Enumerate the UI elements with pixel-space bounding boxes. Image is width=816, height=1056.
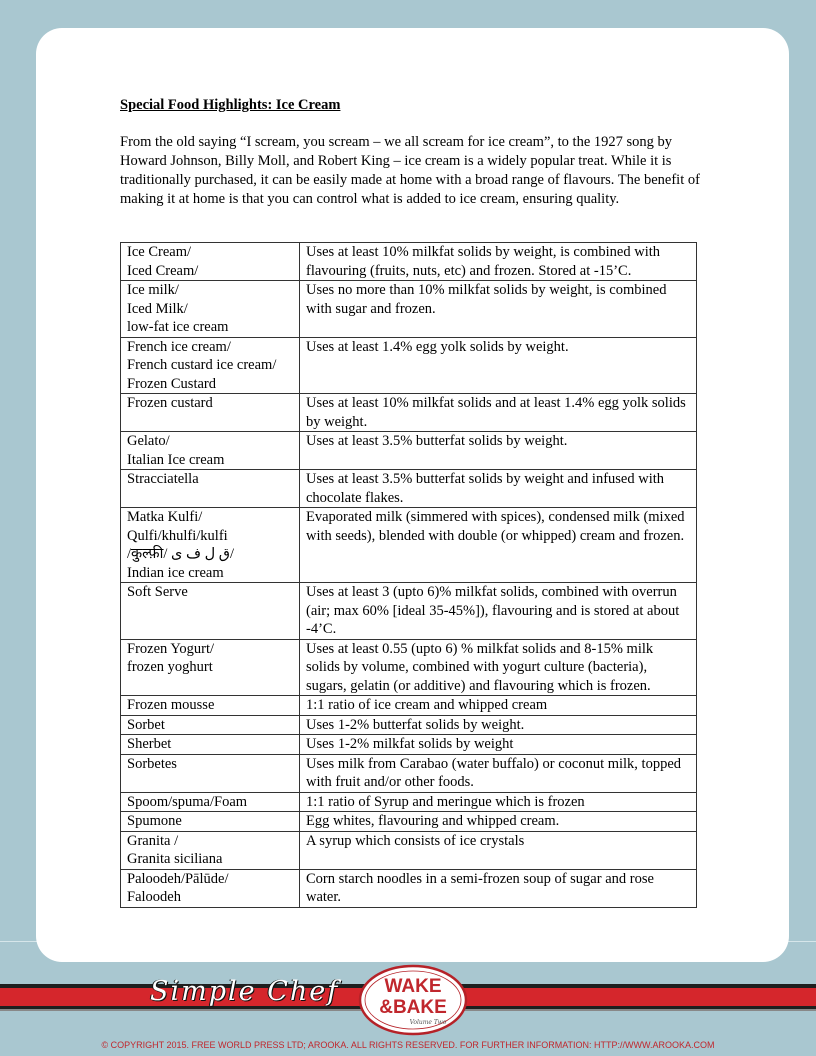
food-description-cell: Egg whites, flavouring and whipped cream. bbox=[300, 812, 697, 832]
table-row bbox=[121, 508, 697, 583]
food-name-cell bbox=[121, 432, 300, 470]
food-name-line: Sorbetes bbox=[127, 755, 177, 772]
food-description-cell: Uses at least 0.55 (upto 6) % milkfat solids and 8-15% milk solids by volume, combined with yogurt culture (bacteria), sugars, gelatin (or additive) and flavouring which is frozen. bbox=[300, 639, 697, 696]
copyright-notice: © COPYRIGHT 2015. FREE WORLD PRESS LTD; AROOKA. ALL RIGHTS RESERVED. FOR FURTHER INFORMATION: HTTP://WWW.AROOKA.COM bbox=[101, 1040, 715, 1050]
food-name-line: Granita siciliana bbox=[127, 851, 223, 867]
food-name-line: Spumone bbox=[127, 813, 182, 829]
page-title: Special Food Highlights: Ice Cream bbox=[120, 97, 341, 113]
food-name-line: Frozen Custard bbox=[127, 375, 216, 392]
food-name-line: Iced Milk/ bbox=[127, 300, 188, 317]
food-name-line: Frozen custard bbox=[127, 395, 213, 411]
logo-subtitle: Volume Two bbox=[409, 1019, 447, 1026]
food-name-cell bbox=[121, 735, 300, 755]
simple-chef-brand: Simple Chef bbox=[150, 976, 340, 1007]
ice-cream-table bbox=[120, 242, 697, 908]
table-row bbox=[121, 754, 697, 792]
food-name-cell bbox=[121, 792, 300, 812]
food-description-cell: Uses 1-2% butterfat solids by weight. bbox=[300, 715, 697, 735]
food-name-line: Soft Serve bbox=[127, 584, 188, 600]
food-description-cell: Uses milk from Carabao (water buffalo) or coconut milk, topped with fruit and/or other foods. bbox=[300, 754, 697, 792]
table-row bbox=[121, 470, 697, 508]
food-name-line: Italian Ice cream bbox=[127, 451, 225, 468]
table-row bbox=[121, 337, 697, 394]
table-row bbox=[121, 583, 697, 640]
food-name-cell bbox=[121, 869, 300, 907]
food-name-line: French ice cream/ bbox=[127, 338, 231, 355]
table-row bbox=[121, 281, 697, 338]
food-name-cell bbox=[121, 831, 300, 869]
table-row bbox=[121, 696, 697, 716]
food-description-cell: A syrup which consists of ice crystals bbox=[300, 831, 697, 869]
food-name-line: Ice milk/ bbox=[127, 282, 179, 298]
food-description-cell: Uses at least 10% milkfat solids by weight, is combined with flavouring (fruits, nuts, etc) and frozen. Stored at -15’C. bbox=[300, 243, 697, 281]
table-row bbox=[121, 639, 697, 696]
table-row bbox=[121, 831, 697, 869]
food-name-line: Sorbet bbox=[127, 716, 165, 733]
food-name-line: Faloodeh bbox=[127, 889, 181, 905]
food-name-line: low-fat ice cream bbox=[127, 319, 229, 335]
food-description-cell: Uses at least 3 (upto 6)% milkfat solids, combined with overrun (air; max 60% [ideal 35-45%]), flavouring and is stored at about -4’C. bbox=[300, 583, 697, 640]
food-name-cell bbox=[121, 394, 300, 432]
food-name-line: French custard ice cream/ bbox=[127, 357, 277, 373]
food-name-cell bbox=[121, 812, 300, 832]
food-name-cell bbox=[121, 583, 300, 640]
food-description-cell: Uses at least 10% milkfat solids and at least 1.4% egg yolk solids by weight. bbox=[300, 394, 697, 432]
food-name-line: Iced Cream/ bbox=[127, 262, 199, 279]
wake-and-bake-logo bbox=[358, 964, 468, 1036]
table-row bbox=[121, 792, 697, 812]
food-name-cell bbox=[121, 470, 300, 508]
food-name-line: Frozen mousse bbox=[127, 697, 215, 713]
food-name-cell bbox=[121, 715, 300, 735]
table-row bbox=[121, 394, 697, 432]
food-description-cell: Uses at least 3.5% butterfat solids by weight and infused with chocolate flakes. bbox=[300, 470, 697, 508]
food-name-cell bbox=[121, 243, 300, 281]
food-name-line: Qulfi/khulfi/kulfi bbox=[127, 527, 228, 544]
food-name-cell bbox=[121, 696, 300, 716]
food-description-cell: 1:1 ratio of ice cream and whipped cream bbox=[300, 696, 697, 716]
food-description-cell: Uses 1-2% milkfat solids by weight bbox=[300, 735, 697, 755]
food-name-line: Indian ice cream bbox=[127, 564, 224, 581]
food-description-cell: Uses no more than 10% milkfat solids by weight, is combined with sugar and frozen. bbox=[300, 281, 697, 338]
food-name-line: Frozen Yogurt/ bbox=[127, 640, 215, 657]
food-name-cell bbox=[121, 639, 300, 696]
table-row bbox=[121, 812, 697, 832]
food-name-line: Ice Cream/ bbox=[127, 244, 192, 260]
food-name-line: frozen yoghurt bbox=[127, 659, 213, 675]
food-name-line: Spoom/spuma/Foam bbox=[127, 793, 248, 810]
table-row bbox=[121, 715, 697, 735]
food-name-line: Sherbet bbox=[127, 736, 172, 752]
table-row bbox=[121, 735, 697, 755]
food-name-line: Gelato/ bbox=[127, 433, 170, 449]
food-name-line: /कुल्फ़ी/ ق ل ف ی/ bbox=[127, 546, 235, 562]
food-description-cell: Uses at least 3.5% butterfat solids by weight. bbox=[300, 432, 697, 470]
food-name-line: Matka Kulfi/ bbox=[127, 509, 203, 525]
logo-line1: WAKE bbox=[384, 976, 442, 997]
table-row bbox=[121, 869, 697, 907]
food-description-cell: Evaporated milk (simmered with spices), condensed milk (mixed with seeds), blended with double (or whipped) cream and frozen. bbox=[300, 508, 697, 583]
intro-paragraph: From the old saying “I scream, you scream – we all scream for ice cream”, to the 1927 song by Howard Johnson, Billy Moll, and Robert King – ice cream is a widely popular treat. While it is traditionally purchased, it can be easily made at home with a broad range of flavours. The benefit of making it at home is that you can control what is added to ice cream, ensuring quality. bbox=[120, 134, 700, 207]
food-name-cell bbox=[121, 281, 300, 338]
food-name-line: Stracciatella bbox=[127, 471, 199, 487]
food-description-cell: Uses at least 1.4% egg yolk solids by weight. bbox=[300, 337, 697, 394]
food-name-line: Paloodeh/Pālūde/ bbox=[127, 870, 229, 887]
logo-line2: &BAKE bbox=[379, 997, 447, 1018]
food-description-cell: 1:1 ratio of Syrup and meringue which is frozen bbox=[300, 792, 697, 812]
food-name-cell bbox=[121, 754, 300, 792]
food-name-cell bbox=[121, 508, 300, 583]
food-name-cell bbox=[121, 337, 300, 394]
table-row bbox=[121, 432, 697, 470]
food-description-cell: Corn starch noodles in a semi-frozen soup of sugar and rose water. bbox=[300, 869, 697, 907]
food-name-line: Granita / bbox=[127, 832, 179, 849]
table-row bbox=[121, 243, 697, 281]
